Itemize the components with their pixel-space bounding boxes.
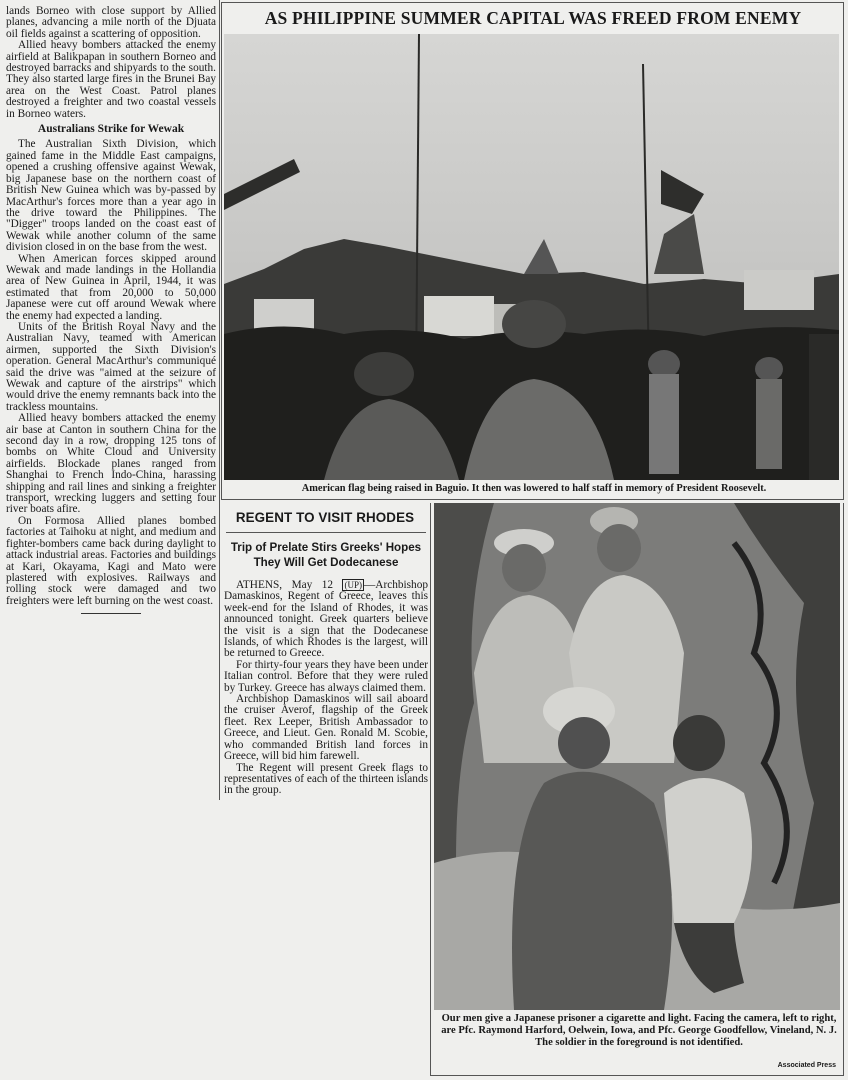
article-paragraph: The Regent will present Greek flags to representatives of each of the thirteen islands in the group.: [224, 761, 428, 797]
regent-article: [224, 580, 428, 797]
photo-caption: American flag being raised in Baguio. It then was lowered to half staff in memory of President Roosevelt.: [301, 483, 767, 494]
article-paragraph: When American forces skipped around Wewak and made landings in the Hollandia area of New Guinea in April, 1944, it was estimated that from 20,000 to 50,000 Japanese were cut off around Wewak where the enemy had expected a landing.: [6, 252, 216, 322]
border-rule: [221, 2, 222, 500]
headline-rule: [226, 532, 426, 533]
section-subhead: Australians Strike for Wewak: [37, 123, 185, 136]
column-rule: [430, 503, 431, 1075]
article-paragraph: [224, 580, 428, 660]
story-headline: REGENT TO VISIT RHODES: [235, 510, 415, 525]
border-rule: [221, 2, 844, 3]
border-rule: [843, 503, 844, 1075]
photo-credit: Associated Press: [777, 1062, 836, 1069]
article-paragraph: Allied heavy bombers attacked the enemy air base at Canton in southern China for the second day in a row, dropping 125 tons of bombs on White Cloud and University airfields. Blockade planes ranged from Shanghai to French Indo-China, harassing shipping and rail lines and sinking a freighter transport, wrecking luggers and setting four river boats afire.: [6, 412, 216, 516]
left-column-article: [6, 6, 216, 614]
japanese-prisoner-photo: [434, 503, 840, 1010]
baguio-flag-photo: [224, 34, 839, 480]
end-rule: [81, 613, 141, 614]
column-rule: [219, 0, 220, 800]
border-rule: [843, 2, 844, 500]
article-paragraph: lands Borneo with close support by Allied planes, advancing a mile north of the Djuata oil fields against a scattering of opposition.: [6, 5, 216, 40]
article-paragraph: The Australian Sixth Division, which gained fame in the Middle East campaigns, opened a crushing offensive against Wewak, big Japanese base on the northern coast of British New Guinea which was by-passed by MacArthur's forces more than a year ago in the drive toward the Philippines. The "Digger" troops landed on the coast east of Wewak while another column of the same division closed in on the base from the west.: [6, 138, 216, 254]
border-rule: [430, 1075, 844, 1076]
article-paragraph: Units of the British Royal Navy and the Australian Navy, teamed with American airmen, supported the Sixth Division's operation. General MacArthur's communiqué said the drive was "aimed at the seizure of Wewak and capture of the airstrips" which would drive the enemy remnants back into the trackless mountains.: [6, 320, 216, 413]
dateline: ATHENS, May 12: [236, 579, 334, 591]
article-paragraph: Archbishop Damaskinos will sail aboard the cruiser Averof, flagship of the Greek fleet. Rex Leeper, British Ambassador to Greece, and Lieut. Gen. Ronald M. Scobie, who commanded British land forces in Greece, will bid him farewell.: [224, 693, 428, 763]
wire-service-tag: (UP): [344, 580, 362, 590]
article-paragraph: On Formosa Allied planes bombed factories at Taihoku at night, and medium and fighter-bombers came back during daylight to attack industrial areas. Factories and buildings at Kari, Okayama, Kagi and Mato were plastered with explosives. Railways and rolling stock were damaged and two freighters were left burning on the west coast.: [6, 514, 216, 607]
photo-caption: Our men give a Japanese prisoner a cigarette and light. Facing the camera, left to right, are Pfc. Raymond Harford, Oelwein, Iowa, and Pfc. George Goodfellow, Vineland, N. J. The soldier in the foreground is not identified.: [441, 1013, 837, 1049]
story-subhead: Trip of Prelate Stirs Greeks' Hopes They Will Get Dodecanese: [230, 541, 422, 569]
article-paragraph: Allied heavy bombers attacked the enemy airfield at Balikpapan in southern Borneo and destroyed barracks and shipyards to the south. They also started large fires in the Brunei Bay area on the West Coast. Patrol planes destroyed a freighter and two coastal vessels in Borneo waters.: [6, 39, 216, 120]
lead-text: —Archbishop Damaskinos, Regent of Greece, leaves this week-end for the Island of Rhodes, it was announced tonight. Greek quarters believe the visit is a sign that the Dodecanese Islands, of which Rhodes is the largest, will be returned to Greece.: [224, 579, 428, 660]
border-rule: [221, 499, 844, 500]
page-headline: AS PHILIPPINE SUMMER CAPITAL WAS FREED FROM ENEMY: [264, 8, 802, 28]
article-paragraph: For thirty-four years they have been under Italian control. Before that they were ruled by Turkey. Greece has always claimed them.: [224, 658, 428, 694]
